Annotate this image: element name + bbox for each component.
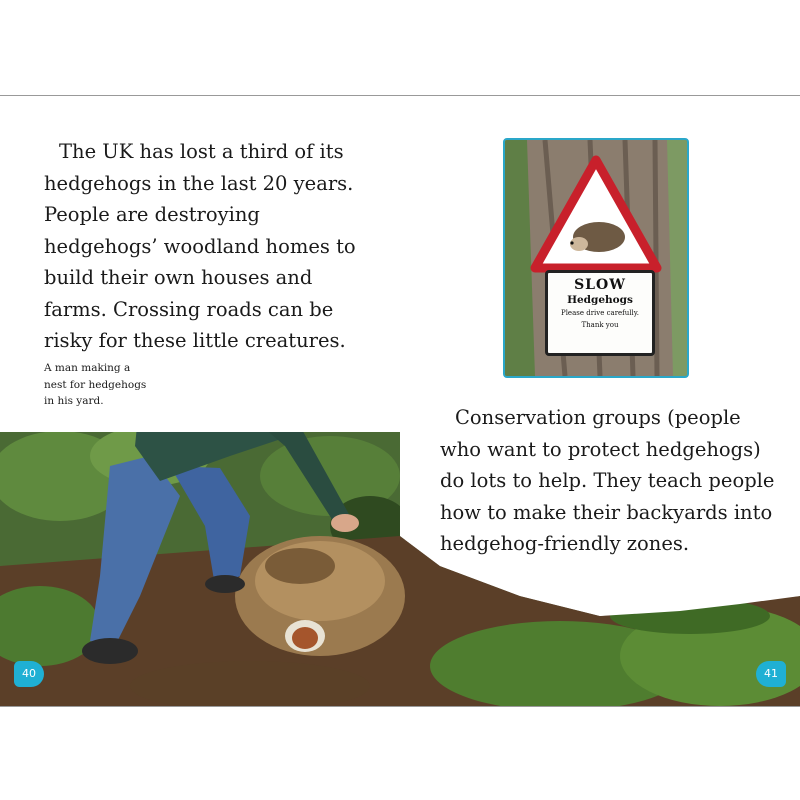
sign-subtitle: Hedgehogs	[567, 294, 633, 306]
slow-sign	[545, 270, 655, 356]
sign-line-1: Please drive carefully.	[560, 309, 640, 317]
book-spread	[0, 95, 800, 707]
road-sign-photo	[503, 138, 689, 378]
right-paragraph: Conservation groups (people who want to protect hedgehogs) do lots to help. They teach people how to make their backyards into hedgehog-friendly zones.	[440, 406, 775, 555]
sign-line-2: Thank you	[581, 321, 619, 329]
photo-caption: A man making a nest for hedgehogs in his yard.	[44, 362, 147, 407]
page-number-left: 40	[14, 661, 44, 687]
sign-title: SLOW	[574, 277, 626, 293]
page-number-right: 41	[756, 661, 786, 687]
left-paragraph: The UK has lost a third of its hedgehogs in the last 20 years. People are destroying hedgehogs’ woodland homes to build their own houses and farms. Crossing roads can be risky for these little creatures.	[44, 140, 356, 352]
